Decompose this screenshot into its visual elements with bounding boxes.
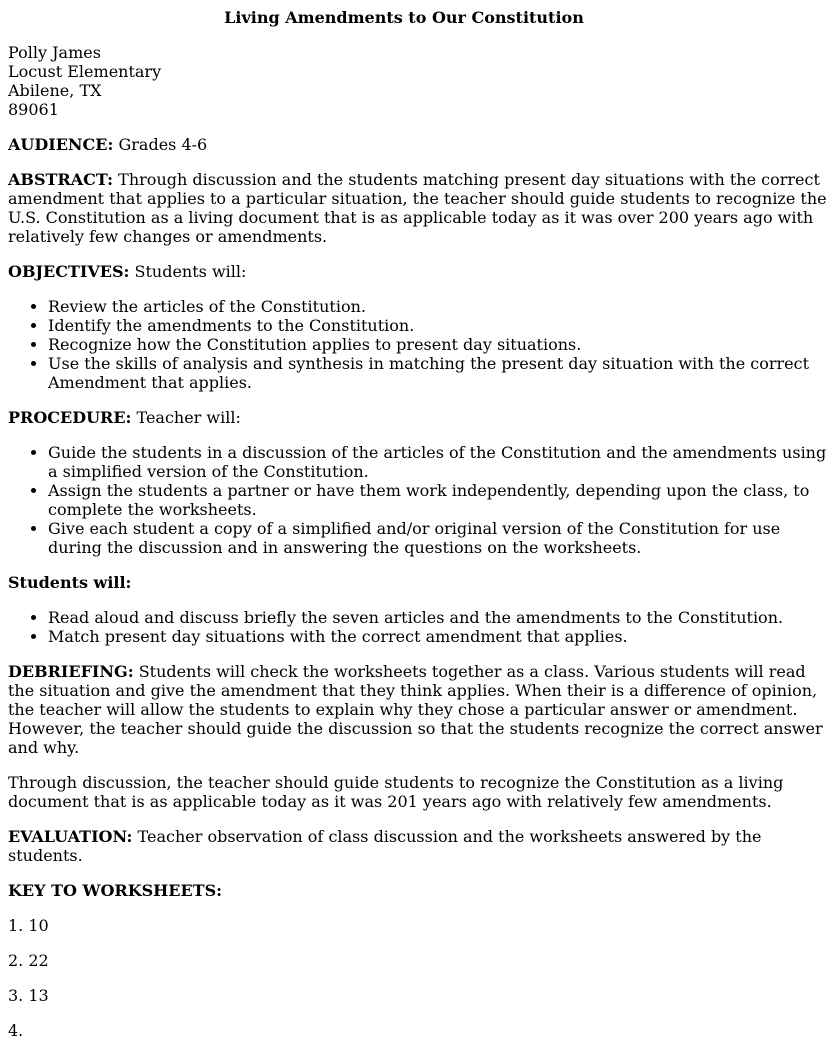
- list-item: • Identify the amendments to the Constitution.: [48, 316, 838, 335]
- audience-paragraph: [8, 135, 800, 154]
- debriefing-text: Students will check the worksheets together as a class. Various students will read the situation and give the amendment that they think applies. When their is a difference of opinion, the teacher will allow the students to explain why they chose a particular answer or amendment. However, the teacher should guide the discussion so that the students recognize the correct answer and why.: [8, 662, 823, 757]
- debriefing-followup: Through discussion, the teacher should guide students to recognize the Constitution as a living document that is as applicable today as it was 201 years ago with relatively few amendments.: [8, 773, 784, 811]
- author-block: [8, 43, 800, 119]
- evaluation-text: Teacher observation of class discussion and the worksheets answered by the students.: [8, 827, 762, 865]
- audience-label: AUDIENCE:: [8, 135, 114, 154]
- key-label: KEY TO WORKSHEETS:: [8, 881, 223, 900]
- abstract-label: ABSTRACT:: [8, 170, 114, 189]
- procedure-text: Teacher will:: [131, 408, 241, 427]
- list-item: • Match present day situations with the correct amendment that applies.: [48, 627, 838, 646]
- debriefing-label: DEBRIEFING:: [8, 662, 134, 681]
- list-item: • Recognize how the Constitution applies to present day situations.: [48, 335, 838, 354]
- author-name: Polly James: [8, 43, 101, 62]
- author-city: Abilene, TX: [8, 81, 102, 100]
- list-item: • Give each student a copy of a simplified and/or original version of the Constitution for use during the discussion and in answering the questions on the worksheets.: [48, 519, 838, 557]
- page-title: Living Amendments to Our Constitution: [224, 8, 584, 27]
- evaluation-label: EVALUATION:: [8, 827, 133, 846]
- procedure-list: [8, 443, 838, 557]
- students-label: Students will:: [8, 573, 132, 592]
- abstract-paragraph: [8, 170, 828, 246]
- debriefing-paragraph: [8, 662, 828, 757]
- objectives-text: Students will:: [129, 262, 247, 281]
- procedure-paragraph: [8, 408, 800, 427]
- abstract-text: Through discussion and the students matching present day situations with the correct amendment that applies to a particular situation, the teacher should guide students to recognize the U.S. Constitution as a living document that is as applicable today as it was over 200 years ago with relatively few changes or amendments.: [8, 170, 827, 246]
- document-page: [0, 8, 827, 1040]
- key-item: 4.: [8, 1021, 24, 1040]
- students-paragraph: [8, 573, 800, 592]
- author-school: Locust Elementary: [8, 62, 162, 81]
- procedure-label: PROCEDURE:: [8, 408, 132, 427]
- author-zip: 89061: [8, 100, 59, 119]
- students-list: [8, 608, 838, 646]
- list-item: • Use the skills of analysis and synthesis in matching the present day situation with the correct Amendment that applies.: [48, 354, 838, 392]
- objectives-label: OBJECTIVES:: [8, 262, 130, 281]
- objectives-list: [8, 297, 838, 392]
- list-item: • Assign the students a partner or have them work independently, depending upon the class, to complete the worksheets.: [48, 481, 838, 519]
- key-item: 3. 13: [8, 986, 49, 1005]
- list-item: • Read aloud and discuss briefly the seven articles and the amendments to the Constitution.: [48, 608, 838, 627]
- key-item: 1. 10: [8, 916, 49, 935]
- audience-text: Grades 4-6: [113, 135, 208, 154]
- key-paragraph: [8, 881, 800, 900]
- evaluation-paragraph: [8, 827, 798, 865]
- list-item: • Review the articles of the Constitution.: [48, 297, 838, 316]
- objectives-paragraph: [8, 262, 800, 281]
- key-item: 2. 22: [8, 951, 49, 970]
- list-item: • Guide the students in a discussion of the articles of the Constitution and the amendments using a simplified version of the Constitution.: [48, 443, 838, 481]
